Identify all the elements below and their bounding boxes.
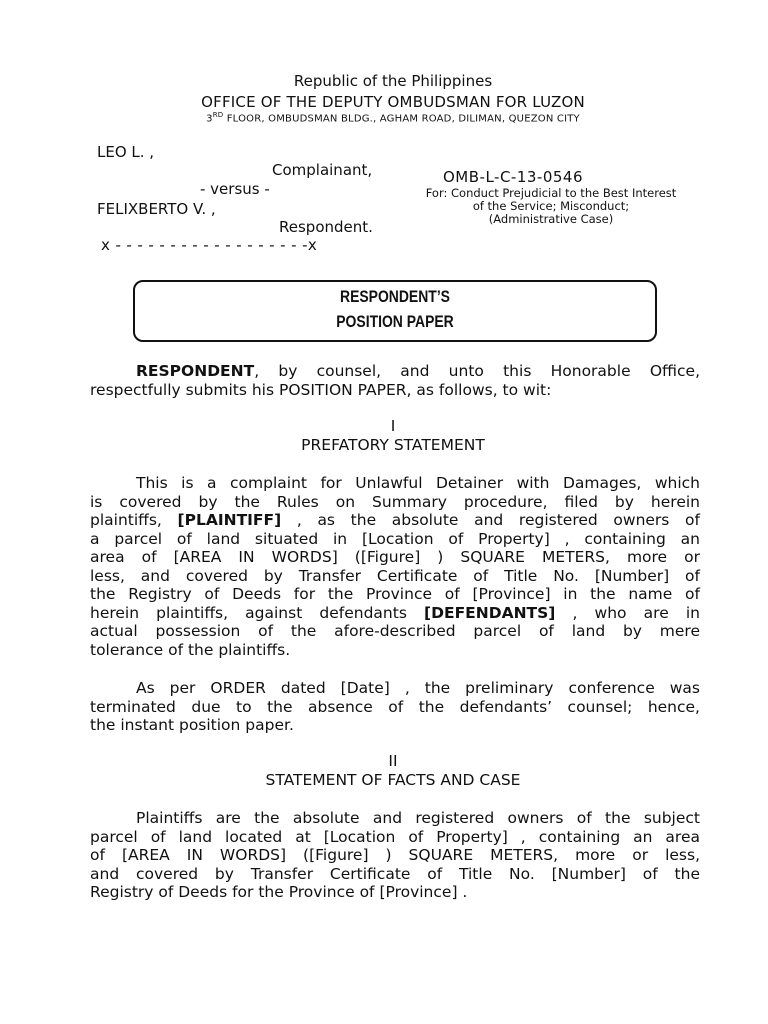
text-line: the instant position paper.: [90, 716, 294, 734]
text-run: herein plaintiffs, against defendants: [90, 603, 425, 622]
text-line: the Registry of Deeds for the Province of [Province] in the name of: [90, 585, 700, 603]
text-line: of [AREA IN WORDS] ([Figure] ) SQUARE METERS, more or less,: [90, 846, 700, 864]
text-line: parcel of land located at [Location of Property] , containing an area: [90, 827, 700, 846]
section-heading: PREFATORY STATEMENT: [301, 436, 485, 454]
caption-x-line: x - - - - - - - - - - - - - - - - - -x: [101, 236, 318, 254]
text-run: , who are in: [555, 603, 700, 622]
text-run: , by counsel, and unto this Honorable Office,: [254, 362, 700, 380]
text-line: respectfully submits his POSITION PAPER, as follows, to wit:: [90, 380, 552, 399]
respondent-bold: RESPONDENT: [136, 362, 255, 380]
case-nature-line: of the Service; Misconduct;: [472, 199, 630, 213]
case-number: OMB-L-C-13-0546: [443, 168, 584, 186]
document-title-line2: POSITION PAPER: [336, 312, 454, 331]
case-nature-line: (Administrative Case): [488, 212, 614, 226]
text-line: Registry of Deeds for the Province of [Province] .: [90, 883, 468, 901]
text-line: less, and covered by Transfer Certificate of Title No. [Number] of: [90, 566, 700, 585]
document-title-line1: RESPONDENT’S: [339, 287, 450, 306]
header-office: OFFICE OF THE DEPUTY OMBUDSMAN FOR LUZON: [201, 93, 585, 111]
address-rest: FLOOR, OMBUDSMAN BLDG., AGHAM ROAD, DILIMAN, QUEZON CITY: [223, 113, 580, 125]
text-line: and covered by Transfer Certificate of Title No. [Number] of the: [90, 864, 700, 883]
header-republic: Republic of the Philippines: [293, 72, 493, 90]
address-floor: 3: [206, 113, 213, 125]
text-line: As per ORDER dated [Date] , the preliminary conference was: [136, 679, 700, 697]
prefatory-paragraph: [90, 474, 700, 659]
text-line: [90, 511, 700, 530]
section-numeral: II: [388, 752, 398, 770]
text-line: a parcel of land situated in [Location of Property] , containing an: [90, 529, 700, 548]
versus-label: - versus -: [200, 180, 270, 198]
text-line: Plaintiffs are the absolute and registered owners of the subject: [136, 809, 700, 827]
text-line: actual possession of the afore-described parcel of land by mere: [90, 622, 700, 640]
plaintiff-placeholder: [PLAINTIFF]: [177, 511, 282, 529]
text-line: [90, 604, 700, 623]
address-floor-suffix: RD: [212, 111, 224, 119]
text-line: terminated due to the absence of the defendants’ counsel; hence,: [90, 697, 700, 716]
case-nature-line: For: Conduct Prejudicial to the Best Interest: [425, 186, 677, 200]
section-heading: STATEMENT OF FACTS AND CASE: [265, 771, 521, 789]
text-line: is covered by the Rules on Summary procedure, filed by herein: [90, 492, 700, 511]
section-numeral: I: [390, 417, 396, 435]
defendants-placeholder: [DEFENDANTS]: [424, 603, 556, 622]
text-line: tolerance of the plaintiffs.: [90, 640, 291, 659]
text-line: [90, 362, 700, 381]
text-run: , as the absolute and registered owners of: [281, 511, 700, 529]
text-line: This is a complaint for Unlawful Detainer with Damages, which: [136, 474, 700, 492]
respondent-label: Respondent.: [279, 218, 373, 236]
facts-paragraph: [90, 809, 700, 902]
order-paragraph: [90, 679, 700, 735]
document-title-box: [133, 280, 657, 342]
intro-paragraph: [90, 362, 700, 399]
complainant-label: Complainant,: [272, 161, 373, 179]
respondent-name: FELIXBERTO V. ,: [97, 200, 216, 218]
complainant-name: LEO L. ,: [97, 143, 155, 161]
header-address: [0, 111, 768, 124]
text-line: area of [AREA IN WORDS] ([Figure] ) SQUARE METERS, more or: [90, 548, 700, 566]
text-run: plaintiffs,: [90, 511, 178, 529]
